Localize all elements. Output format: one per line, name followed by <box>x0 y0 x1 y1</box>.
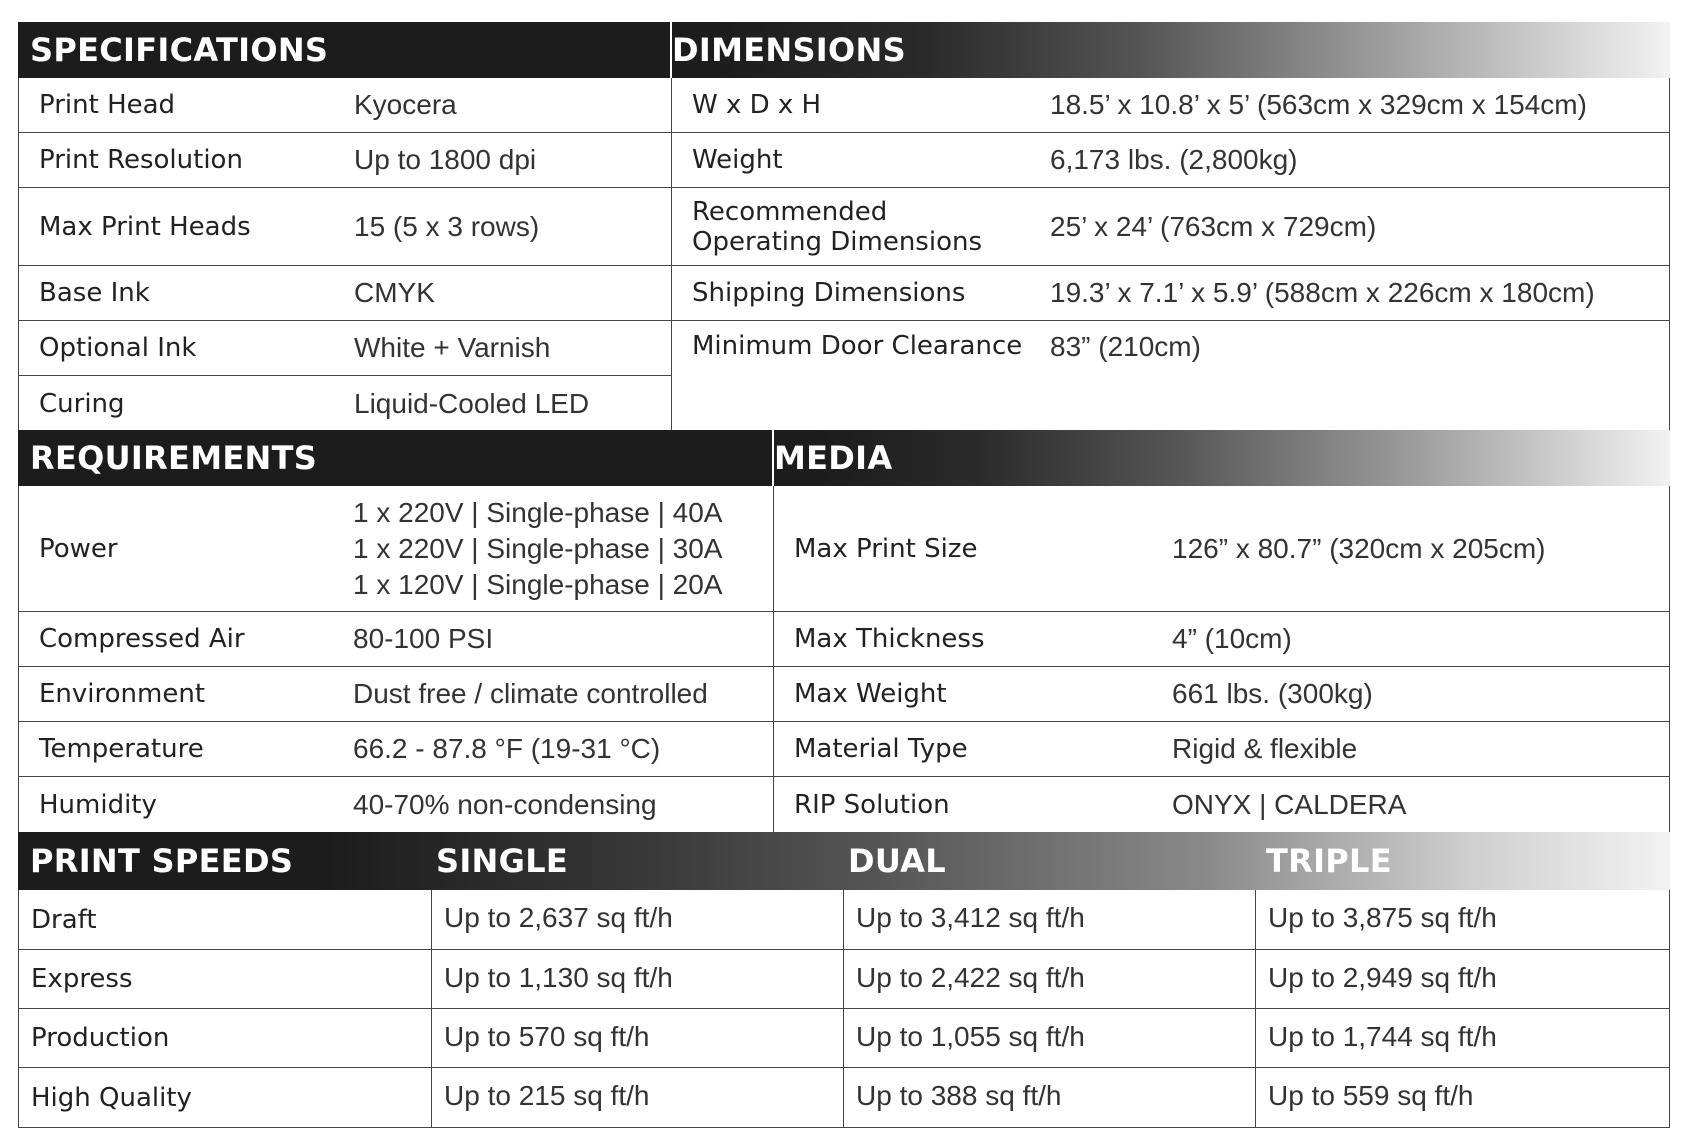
req-label: Temperature <box>39 734 204 764</box>
dim-value: 25’ x 24’ (763cm x 729cm) <box>1050 210 1377 242</box>
print-speeds-table <box>18 890 1670 1128</box>
speed-value: Up to 1,055 sq ft/h <box>843 1009 1255 1068</box>
req-label: Compressed Air <box>39 624 245 654</box>
spec-value: White + Varnish <box>354 332 551 363</box>
req-label: Power <box>39 533 118 564</box>
power-line: 1 x 220V | Single-phase | 30A <box>353 532 723 564</box>
media-title: MEDIA <box>774 439 893 477</box>
dim-value: 6,173 lbs. (2,800kg) <box>1050 144 1298 175</box>
specifications-title: SPECIFICATIONS <box>30 31 329 69</box>
speed-row <box>19 890 1669 950</box>
media-row <box>774 722 1669 777</box>
requirements-title: REQUIREMENTS <box>30 439 318 477</box>
media-value: 661 lbs. (300kg) <box>1172 678 1373 709</box>
media-row <box>774 612 1669 667</box>
speed-value: Up to 559 sq ft/h <box>1255 1068 1669 1127</box>
middle-header-bar <box>18 430 1670 486</box>
spec-row <box>19 321 671 376</box>
speed-value: Up to 1,744 sq ft/h <box>1255 1009 1669 1068</box>
col-triple: TRIPLE <box>1266 842 1392 880</box>
dim-label: Minimum Door Clearance <box>692 331 1023 361</box>
speed-value: Up to 3,412 sq ft/h <box>843 890 1255 950</box>
req-row-power <box>19 486 773 612</box>
media-value: 4” (10cm) <box>1172 623 1292 654</box>
spec-row <box>19 133 671 188</box>
req-value: 80-100 PSI <box>353 623 494 654</box>
dim-row <box>672 78 1669 133</box>
speed-row <box>19 1009 1669 1068</box>
media-value: Rigid & flexible <box>1172 733 1358 764</box>
top-header-bar <box>18 22 1670 78</box>
speed-mode: Production <box>31 1023 170 1053</box>
dimensions-table <box>672 78 1670 431</box>
spec-row <box>19 78 671 133</box>
speed-value: Up to 570 sq ft/h <box>431 1009 843 1068</box>
dimensions-title: DIMENSIONS <box>672 31 906 69</box>
speed-mode: High Quality <box>31 1082 192 1113</box>
specifications-table <box>18 78 672 431</box>
speed-row <box>19 950 1669 1009</box>
dim-row <box>672 133 1669 188</box>
power-line: 1 x 220V | Single-phase | 40A <box>353 496 723 528</box>
spec-value: CMYK <box>354 277 435 308</box>
speed-value: Up to 2,949 sq ft/h <box>1255 950 1669 1009</box>
dim-label: Weight <box>692 145 783 175</box>
print-speeds-title: PRINT SPEEDS <box>30 842 294 880</box>
req-row <box>19 667 773 722</box>
dim-label: W x D x H <box>692 90 822 120</box>
dim-label-line: Operating Dimensions <box>692 226 982 257</box>
media-label: RIP Solution <box>794 789 950 820</box>
media-row <box>774 486 1669 612</box>
dim-value: 83” (210cm) <box>1050 331 1201 362</box>
speed-row <box>19 1068 1669 1127</box>
spec-label: Base Ink <box>39 278 150 308</box>
speed-value: Up to 3,875 sq ft/h <box>1255 890 1669 950</box>
media-label: Max Weight <box>794 679 947 709</box>
dim-value: 19.3’ x 7.1’ x 5.9’ (588cm x 226cm x 180cm) <box>1050 277 1595 308</box>
req-label: Humidity <box>39 789 157 820</box>
dim-label-line: Recommended <box>692 196 888 227</box>
speed-value: Up to 215 sq ft/h <box>431 1068 843 1127</box>
spec-label: Print Resolution <box>39 145 243 175</box>
spec-label: Curing <box>39 388 125 419</box>
req-row <box>19 777 773 832</box>
spec-row <box>19 376 671 431</box>
dim-row <box>672 321 1669 431</box>
spec-label: Optional Ink <box>39 333 197 363</box>
col-single: SINGLE <box>436 842 569 880</box>
speed-value: Up to 1,130 sq ft/h <box>431 950 843 1009</box>
dim-row <box>672 266 1669 321</box>
dim-label <box>672 197 1050 257</box>
spec-row <box>19 188 671 266</box>
media-table <box>774 486 1670 832</box>
speed-mode: Express <box>31 964 133 994</box>
req-row <box>19 722 773 777</box>
power-line: 1 x 120V | Single-phase | 20A <box>353 568 723 600</box>
media-value: ONYX | CALDERA <box>1172 788 1407 820</box>
req-value: 66.2 - 87.8 °F (19-31 °C) <box>353 733 661 764</box>
speed-value: Up to 2,422 sq ft/h <box>843 950 1255 1009</box>
media-label: Max Thickness <box>794 624 985 654</box>
dim-value: 18.5’ x 10.8’ x 5’ (563cm x 329cm x 154cm) <box>1050 89 1587 120</box>
req-value: Dust free / climate controlled <box>353 678 708 709</box>
spec-label: Max Print Heads <box>39 211 251 242</box>
media-label: Material Type <box>794 734 968 764</box>
req-label: Environment <box>39 679 206 709</box>
spec-value: 15 (5 x 3 rows) <box>354 210 540 242</box>
speed-value: Up to 388 sq ft/h <box>843 1068 1255 1127</box>
media-label: Max Print Size <box>794 533 978 564</box>
media-value: 126” x 80.7” (320cm x 205cm) <box>1172 532 1546 564</box>
spec-row <box>19 266 671 321</box>
speed-value: Up to 2,637 sq ft/h <box>431 890 843 950</box>
spec-value: Liquid-Cooled LED <box>354 387 590 419</box>
spec-label: Print Head <box>39 90 176 120</box>
spec-value: Up to 1800 dpi <box>354 144 537 175</box>
requirements-table <box>18 486 774 832</box>
dim-label: Shipping Dimensions <box>692 278 966 308</box>
speed-mode: Draft <box>31 904 97 935</box>
dim-row <box>672 188 1669 266</box>
req-value: 40-70% non-condensing <box>353 788 657 820</box>
req-row <box>19 612 773 667</box>
power-lines <box>353 495 722 603</box>
media-row <box>774 667 1669 722</box>
spec-value: Kyocera <box>354 89 457 120</box>
media-row <box>774 777 1669 832</box>
col-dual: DUAL <box>848 842 946 880</box>
print-speeds-header-bar <box>18 832 1670 890</box>
